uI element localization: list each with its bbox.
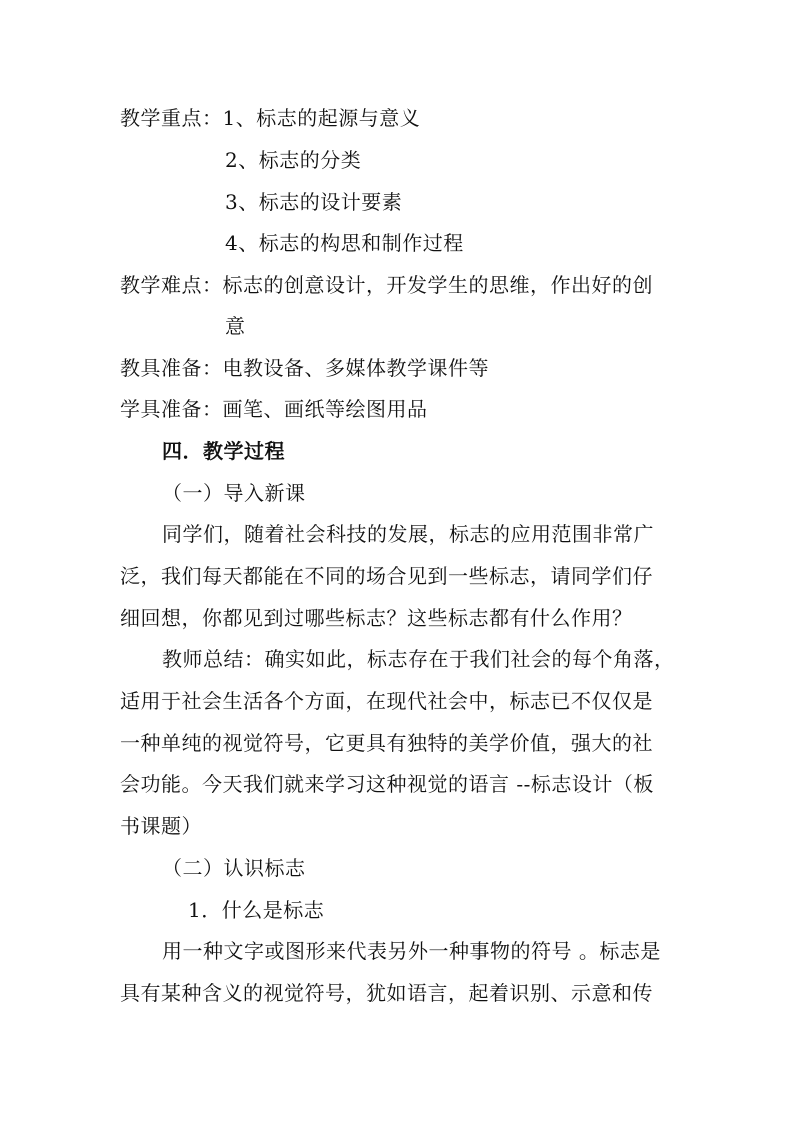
- student-materials: 学具准备：画笔、画纸等绘图用品: [120, 397, 428, 421]
- paragraph-line: 一种单纯的视觉符号，它更具有独特的美学价值，强大的社: [120, 731, 653, 755]
- paragraph-line: 用一种文字或图形来代表另外一种事物的符号 。标志是: [162, 939, 661, 963]
- paragraph-line: 会功能。今天我们就来学习这种视觉的语言 --标志设计（板: [120, 772, 654, 796]
- difficult-points-line-2: 意: [225, 314, 246, 338]
- paragraph-line: 教师总结：确实如此，标志存在于我们社会的每个角落，: [162, 647, 675, 671]
- paragraph-line: 具有某种含义的视觉符号，犹如语言，起着识别、示意和传: [120, 981, 653, 1005]
- difficult-points-line-1: 教学难点：标志的创意设计，开发学生的思维，作出好的创: [120, 273, 653, 297]
- paragraph-line: 泛，我们每天都能在不同的场合见到一些标志，请同学们仔: [120, 564, 653, 588]
- section-title: 四．教学过程: [162, 439, 285, 463]
- subsection-heading: 1．什么是标志: [188, 898, 325, 922]
- key-points-label: 教学重点：: [120, 106, 223, 130]
- part2-heading: （二）认识标志: [162, 856, 306, 880]
- key-point-item-3: 3、标志的设计要素: [225, 190, 403, 214]
- key-point-item-4: 4、标志的构思和制作过程: [225, 231, 464, 255]
- teaching-aids: 教具准备：电教设备、多媒体教学课件等: [120, 356, 489, 380]
- key-points-line: [120, 106, 420, 130]
- key-point-item-1: 1、标志的起源与意义: [222, 106, 421, 130]
- part1-heading: （一）导入新课: [162, 481, 306, 505]
- paragraph-line: 细回想，你都见到过哪些标志？这些标志都有什么作用？: [120, 606, 633, 630]
- paragraph-line: 书课题）: [120, 814, 202, 838]
- key-point-item-2: 2、标志的分类: [225, 148, 362, 172]
- paragraph-line: 适用于社会生活各个方面，在现代社会中，标志已不仅仅是: [120, 689, 653, 713]
- paragraph-line: 同学们，随着社会科技的发展，标志的应用范围非常广: [162, 522, 654, 546]
